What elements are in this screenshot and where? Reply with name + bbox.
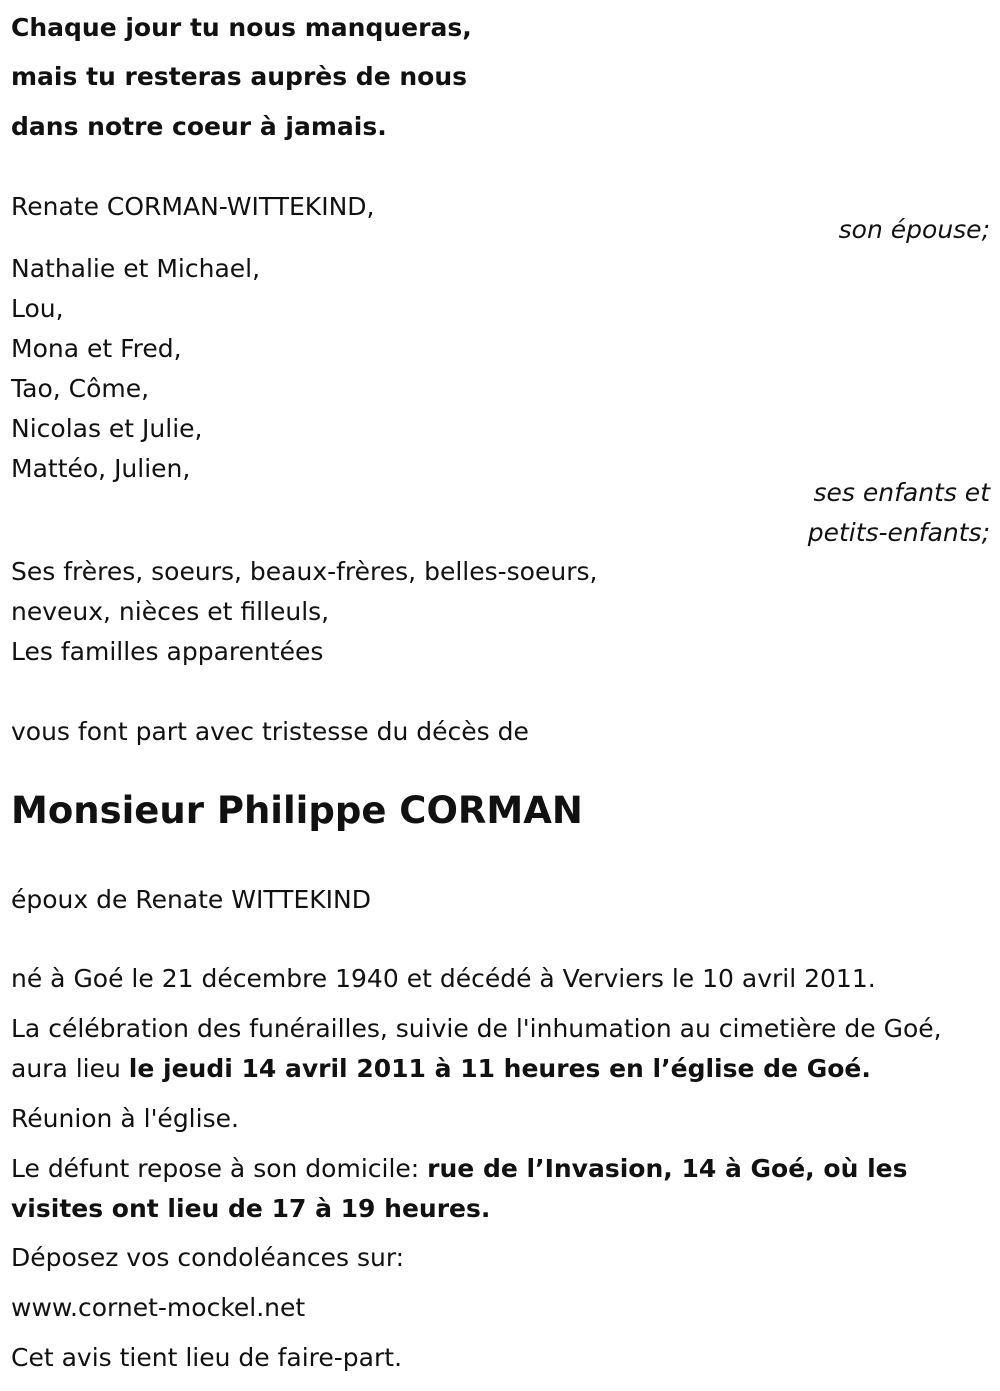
condolences-label: Déposez vos condoléances sur: (11, 1243, 405, 1272)
child-line: Mona et Fred, (11, 334, 182, 363)
children-role-line-2: petits-enfants; (807, 518, 990, 547)
ceremony-line-1: La célébration des funérailles, suivie de l'inhumation au cimetière de Goé, (11, 1014, 942, 1043)
ceremony-prefix: aura lieu (11, 1054, 129, 1083)
spouse-role: son épouse; (838, 215, 990, 244)
poem-line-3: dans notre coeur à jamais. (11, 112, 387, 141)
ceremony-line-2 (11, 1056, 871, 1081)
deceased-name: Monsieur Philippe CORMAN (11, 789, 583, 832)
child-line: Tao, Côme, (11, 374, 150, 403)
poem-line-1: Chaque jour tu nous manqueras, (11, 13, 472, 42)
family-line: neveux, nièces et filleuls, (11, 597, 330, 626)
ceremony-date-place: le jeudi 14 avril 2011 à 11 heures en l’église de Goé. (128, 1054, 871, 1083)
reunion-text: Réunion à l'église. (11, 1104, 239, 1133)
announcement-text: vous font part avec tristesse du décès de (11, 717, 529, 746)
child-line: Nathalie et Michael, (11, 254, 261, 283)
rest-prefix: Le défunt repose à son domicile: (11, 1154, 428, 1183)
website-link[interactable]: www.cornet-mockel.net (11, 1293, 306, 1322)
spouse-name: Renate CORMAN-WITTEKIND, (11, 192, 375, 221)
spouse-of-text: époux de Renate WITTEKIND (11, 885, 371, 914)
family-line: Ses frères, soeurs, beaux-frères, belles-soeurs, (11, 557, 598, 586)
rest-line-2: visites ont lieu de 17 à 19 heures. (11, 1194, 491, 1223)
family-line: Les familles apparentées (11, 637, 324, 666)
poem-line-2: mais tu resteras auprès de nous (11, 62, 468, 91)
rest-address: rue de l’Invasion, 14 à Goé, où les (427, 1154, 908, 1183)
children-role-line-1: ses enfants et (813, 478, 990, 507)
rest-line-1 (11, 1156, 907, 1181)
child-line: Nicolas et Julie, (11, 414, 203, 443)
birth-death-text: né à Goé le 21 décembre 1940 et décédé à Verviers le 10 avril 2011. (11, 964, 876, 993)
child-line: Lou, (11, 294, 64, 323)
child-line: Mattéo, Julien, (11, 454, 191, 483)
closing-text: Cet avis tient lieu de faire-part. (11, 1343, 403, 1372)
